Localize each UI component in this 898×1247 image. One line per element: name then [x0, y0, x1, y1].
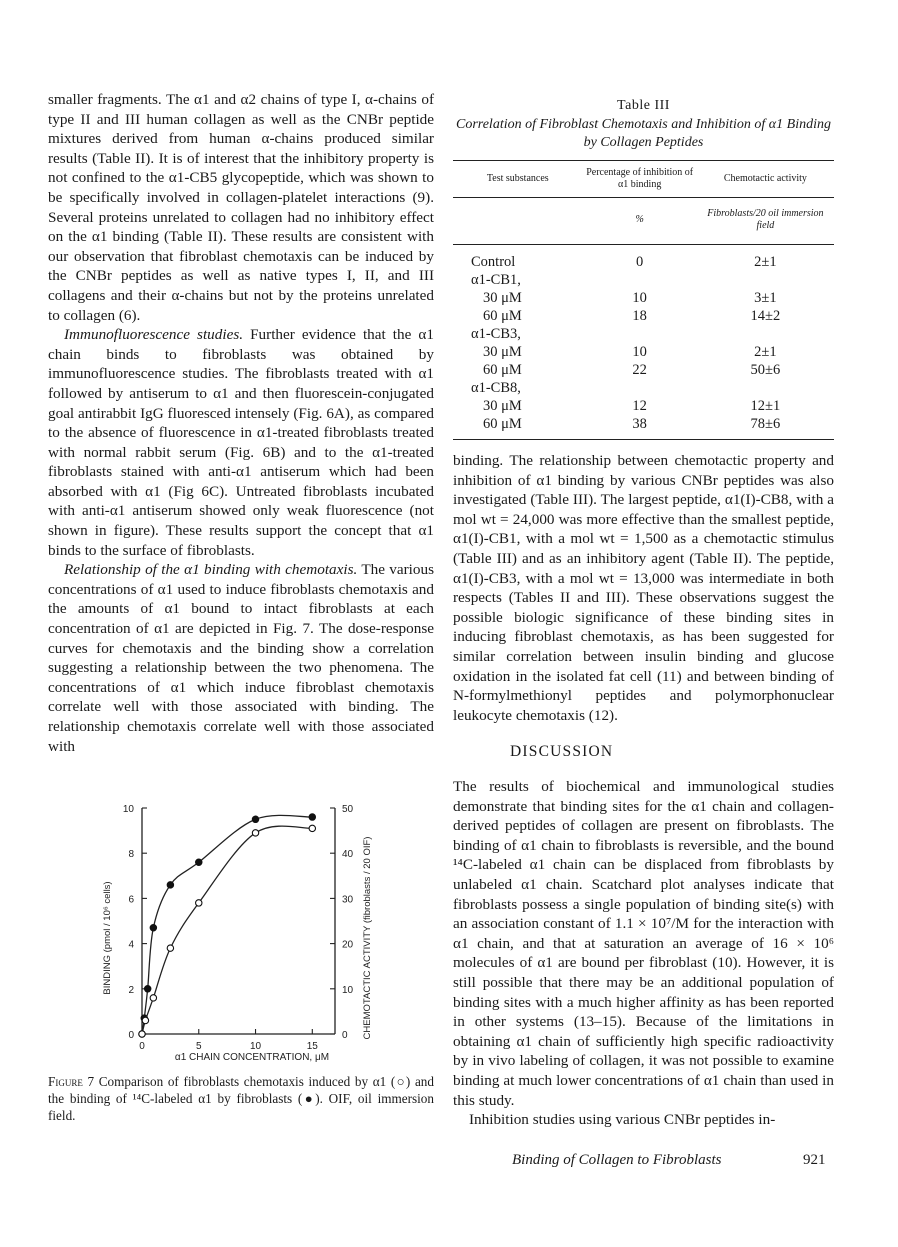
- y-left-tick-label: 8: [128, 849, 134, 861]
- binding-point: [196, 859, 202, 865]
- binding-curve: [142, 815, 312, 1034]
- cell: 30 μM: [483, 398, 522, 414]
- y-left-tick-label: 10: [122, 804, 134, 815]
- y-left-tick-label: 4: [128, 939, 134, 951]
- cell: 12±1: [750, 398, 781, 414]
- column-header: Chemotactic activity: [697, 161, 834, 198]
- cell: 10: [632, 290, 647, 306]
- paragraph-text: Further evidence that the α1 chain binds to fibroblasts was obtained by immunofluorescence studies. The fibroblasts treated with α1 followed by antiserum to α1 and then fluorescein-conjugated goal antirabbit IgG fluoresced intensely (Fig. 6A), as compared to the absence of fluorescence in α1-treated fibroblasts treated with normal rabbit serum (Fig. 6B) and to the α1-treated fibroblasts stained with anti-α1 antiserum which had been absorbed with α1 (Fig 6C). Untreated fibroblasts incubated with anti-α1 antiserum showed only weak fluorescence (not shown in figure). These results support the concept that α1 binds to the surface of fibroblasts.: [48, 326, 434, 559]
- data-table: [453, 160, 834, 440]
- table-row: [453, 397, 834, 415]
- table-row: [453, 415, 834, 440]
- paragraph-text: The various concentrations of α1 used to induce fibroblasts chemotaxis and the amounts of α1 bound to intact fibroblasts at each concentration of α1 are depicted in Fig. 7. The dose-response curves for chemotaxis and the binding show a correlation suggesting a relationship between the two phenomena. The concentrations of α1 which induce fibroblast chemotaxis correlate well with those associated with binding. The relationship chemotaxis correlate well with those associated with: [48, 561, 434, 755]
- paragraph: [48, 325, 434, 560]
- table-row: [453, 289, 834, 307]
- cell: 30 μM: [483, 344, 522, 360]
- y-right-tick-label: 20: [342, 939, 354, 951]
- cell: 12: [632, 398, 647, 414]
- table-row: [453, 361, 834, 379]
- cell: 60 μM: [483, 362, 522, 378]
- cell: 22: [632, 362, 647, 378]
- y-right-tick-label: 40: [342, 849, 354, 861]
- binding-point: [144, 986, 150, 992]
- chemotaxis-point: [196, 900, 202, 906]
- column-header: Test substances: [453, 161, 583, 198]
- binding-point: [309, 814, 315, 820]
- y-right-tick-label: 10: [342, 984, 354, 996]
- figure-caption: [48, 1073, 434, 1124]
- left-column: [48, 90, 434, 756]
- y-axis-right-label: CHEMOTACTIC ACTIVITY (fibroblasts / 20 OIF): [362, 836, 373, 1040]
- table-row: [453, 271, 834, 289]
- paragraph: Inhibition studies using various CNBr peptides in-: [469, 1111, 776, 1129]
- table-label: Table III: [617, 98, 670, 113]
- chart-axes: [142, 808, 335, 1034]
- cell: 78±6: [697, 415, 834, 440]
- x-tick-label: 5: [195, 1041, 202, 1052]
- y-left-tick-label: 0: [128, 1030, 134, 1041]
- cell: 2±1: [754, 254, 777, 270]
- x-tick-label: 0: [139, 1041, 145, 1052]
- table-row: [453, 343, 834, 361]
- cell: 60 μM: [453, 415, 583, 440]
- cell: 38: [583, 415, 697, 440]
- chemotaxis-point: [252, 830, 258, 836]
- y-left-tick-label: 6: [128, 894, 134, 906]
- cell: [697, 271, 834, 289]
- y-right-tick-label: 30: [342, 894, 354, 906]
- figure-label: Figure 7: [48, 1074, 95, 1089]
- cell: [697, 379, 834, 397]
- cell: 50±6: [750, 362, 781, 378]
- cell: α1-CB1,: [471, 272, 521, 288]
- cell: 2±1: [754, 344, 777, 360]
- cell: [583, 325, 697, 343]
- y-right-tick-label: 0: [342, 1030, 348, 1041]
- cell: α1-CB8,: [471, 380, 521, 396]
- paragraph: binding. The relationship between chemotactic property and inhibition of α1 binding by various CNBr peptides was also investigated (Table III). The largest peptide, α1(I)-CB8, with a mol wt = 24,000 was more effective than the smallest peptide, α1(I)-CB1, with a mol wt = 1,500 as a chemotactic stimulus (Table III) and as an inhibitory agent (Table II). The peptide, α1(I)-CB3, with a mol wt = 13,000 was intermediate in both respects (Tables II and III). These observations suggest the possible biologic significance of these binding sites in inducing fibroblast chemotaxis, as has been suggested for similar correlation between insulin binding and glucose oxidation in the isolated fat cell (11) and between binding of N-formylmethionyl peptides and polymorphonuclear leukocyte chemotaxis (12).: [453, 452, 834, 724]
- y-right-tick-label: 50: [342, 804, 354, 815]
- table-row: [453, 325, 834, 343]
- cell: 0: [636, 254, 644, 270]
- cell: 14±2: [750, 308, 781, 324]
- paragraph: The results of biochemical and immunological studies demonstrate that binding sites for the α1 chain and collagen-derived peptides of collagen are present on fibroblasts. The binding of α1 chain to fibroblasts is reversible, and the bound ¹⁴C-labeled α1 chain can be displaced from fibroblasts by unlabeled α1 chain. Scatchard plot analyses indicate that fibroblasts possess a single population of binding site(s) with an association constant of 1.1 × 10⁷/M for the interaction with α1 chain, and that at saturation an average of 16 × 10⁶ molecules of α1 are bound per fibroblast (10). However, it is still possible that there may be an additional population of binding sites with a much higher affinity as has been reported in other systems (13–15). Because of the limitations in obtaining α1 chain of sufficiently high specific radioactivity by in vivo labeling of collagen, it was not possible to examine binding at much lower concentrations of α1 chain than used in this study.: [453, 778, 834, 1109]
- cell: 60 μM: [483, 308, 522, 324]
- unit-cell: %: [583, 198, 697, 245]
- chemotaxis-point: [167, 945, 173, 951]
- section-heading: Immunofluorescence studies.: [64, 326, 244, 344]
- cell: 10: [632, 344, 647, 360]
- cell: [583, 271, 697, 289]
- paragraph: smaller fragments. The α1 and α2 chains of type I, α-chains of type II and III human collagen as well as the CNBr peptide mixtures derived from human α-chains produced similar results (Table II). It is of interest that the inhibitory property is not confined to the α1-CB5 glycopeptide, which was shown to be specifically involved in collagen-platelet interactions (9). Several proteins unrelated to collagen had no inhibitory effect on the α1 binding (Table II). These results are consistent with our observation that fibroblast chemotaxis can be induced by the CNBr peptides as well as native types I, II, and III collagens and their α-chains but not by the proteins unrelated to collagen (6).: [48, 91, 434, 324]
- cell: 30 μM: [483, 290, 522, 306]
- unit-cell: [453, 198, 583, 245]
- binding-point: [167, 882, 173, 888]
- binding-point: [252, 816, 258, 822]
- chart: [48, 796, 436, 1066]
- cell: [697, 325, 834, 343]
- page-number: 921: [803, 1152, 826, 1168]
- cell: [583, 379, 697, 397]
- cell: α1-CB3,: [471, 326, 521, 342]
- paragraph: [48, 560, 434, 756]
- section-heading-discussion: DISCUSSION: [510, 743, 614, 760]
- chemotaxis-point: [142, 1017, 148, 1023]
- cell: 3±1: [754, 290, 777, 306]
- figure-caption-text: Comparison of fibroblasts chemotaxis induced by α1 (○) and the binding of ¹⁴C-labeled α1 by fibroblasts (●). OIF, oil immersion field.: [48, 1074, 434, 1123]
- right-column-bottom: [453, 777, 834, 1130]
- table-row: [453, 307, 834, 325]
- cell: Control: [471, 254, 516, 270]
- cell: 18: [632, 308, 647, 324]
- chart-series: [139, 814, 316, 1037]
- table-three: [453, 98, 834, 440]
- x-tick-label: 10: [249, 1041, 262, 1052]
- binding-point: [150, 925, 156, 931]
- x-tick-label: 15: [306, 1041, 318, 1052]
- table-row: [453, 245, 834, 272]
- chemotaxis-point: [150, 995, 156, 1001]
- table-row: [453, 379, 834, 397]
- right-column-top: [453, 451, 834, 725]
- figure-7: [48, 796, 436, 1086]
- unit-cell: Fibroblasts/20 oil immersion field: [697, 198, 834, 245]
- section-heading: Relationship of the α1 binding with chemotaxis.: [64, 561, 358, 579]
- column-header: Percentage of inhibition of α1 binding: [583, 161, 697, 198]
- chemotaxis-curve: [142, 826, 312, 1034]
- chart-ticks: [123, 804, 354, 1052]
- running-head: Binding of Collagen to Fibroblasts: [512, 1152, 722, 1168]
- y-axis-left-label: BINDING (pmol / 10⁶ cells): [102, 881, 113, 995]
- chemotaxis-point: [309, 825, 315, 831]
- x-axis-label: α1 CHAIN CONCENTRATION, μM: [174, 1052, 330, 1063]
- chemotaxis-point: [139, 1031, 145, 1037]
- y-left-tick-label: 2: [128, 984, 134, 996]
- table-caption: Correlation of Fibroblast Chemotaxis and Inhibition of α1 Binding by Collagen Peptides: [456, 117, 831, 150]
